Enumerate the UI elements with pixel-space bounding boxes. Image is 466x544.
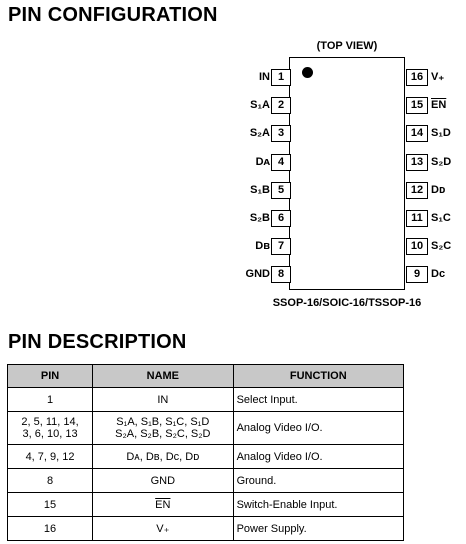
cell-name: IN [93, 388, 233, 412]
pin-number-box: 16 [406, 69, 428, 86]
pin-label: Dʙ [255, 240, 270, 252]
table-row [8, 517, 404, 541]
cell-name: $\overline{EN}$ [93, 493, 233, 517]
cell-pin: 16 [8, 517, 93, 541]
table-row [8, 412, 404, 445]
pin-number-box: 13 [406, 154, 428, 171]
cell-pin: 4, 7, 9, 12 [8, 445, 93, 469]
cell-function: Analog Video I/O. [233, 412, 403, 445]
pin-label: S₁B [250, 184, 270, 196]
pin-number-box: 7 [271, 238, 291, 255]
pin-label: Dᴅ [431, 184, 446, 196]
table-row [8, 445, 404, 469]
header-name: NAME [93, 365, 233, 388]
cell-function: Switch-Enable Input. [233, 493, 403, 517]
pin-label: S₁C [431, 212, 451, 224]
pin-description-table [7, 364, 404, 541]
pin-label: V₊ [431, 71, 445, 83]
pin-label: S₂C [431, 240, 452, 252]
cell-name: V₊ [93, 517, 233, 541]
pin-label: S₂D [431, 156, 452, 168]
pin-number-box: 5 [271, 182, 291, 199]
pin-configuration-title: PIN CONFIGURATION [8, 4, 218, 26]
table-row [8, 469, 404, 493]
pin-number-box: 3 [271, 125, 291, 142]
pin-label: S₂B [249, 212, 270, 224]
cell-pin: 15 [8, 493, 93, 517]
pin-number-box: 6 [271, 210, 291, 227]
pin-label: S₂A [249, 127, 270, 139]
pin-number-box: 8 [271, 266, 291, 283]
pin-label: $\overline{EN}$ [431, 99, 447, 111]
pin-number-box: 14 [406, 125, 428, 142]
header-function: FUNCTION [233, 365, 403, 388]
pin-label: IN [259, 71, 270, 83]
pin-number-box: 15 [406, 97, 428, 114]
table-body [8, 388, 404, 541]
pin-label: GND [245, 268, 270, 280]
cell-name: S₁A, S₁B, S₁C, S₁D S₂A, S₂B, S₂C, S₂D [93, 412, 233, 445]
cell-pin: 8 [8, 469, 93, 493]
cell-name: Dᴀ, Dʙ, Dᴄ, Dᴅ [93, 445, 233, 469]
table-row [8, 493, 404, 517]
table-header-row [8, 365, 404, 388]
header-pin: PIN [8, 365, 93, 388]
pin-number-box: 12 [406, 182, 428, 199]
pin-number-box: 4 [271, 154, 291, 171]
cell-function: Power Supply. [233, 517, 403, 541]
pin-number-box: 11 [406, 210, 428, 227]
pin-number-box: 1 [271, 69, 291, 86]
pin-label: S₁A [250, 99, 270, 111]
pin-number-box: 10 [406, 238, 428, 255]
pin-label: S₁D [431, 127, 451, 139]
pin1-indicator-dot [302, 67, 313, 78]
table-row [8, 388, 404, 412]
cell-name: GND [93, 469, 233, 493]
cell-function: Ground. [233, 469, 403, 493]
pin-number-box: 9 [406, 266, 428, 283]
cell-pin: 1 [8, 388, 93, 412]
package-label: SSOP-16/SOIC-16/TSSOP-16 [272, 297, 422, 309]
chip-package-outline [289, 57, 405, 290]
pin-description-title: PIN DESCRIPTION [8, 331, 187, 353]
pin-label: Dᴄ [431, 268, 446, 280]
pin-number-box: 2 [271, 97, 291, 114]
cell-function: Select Input. [233, 388, 403, 412]
top-view-label: (TOP VIEW) [316, 40, 378, 52]
cell-pin: 2, 5, 11, 14, 3, 6, 10, 13 [8, 412, 93, 445]
cell-function: Analog Video I/O. [233, 445, 403, 469]
pin-label: Dᴀ [255, 156, 270, 168]
